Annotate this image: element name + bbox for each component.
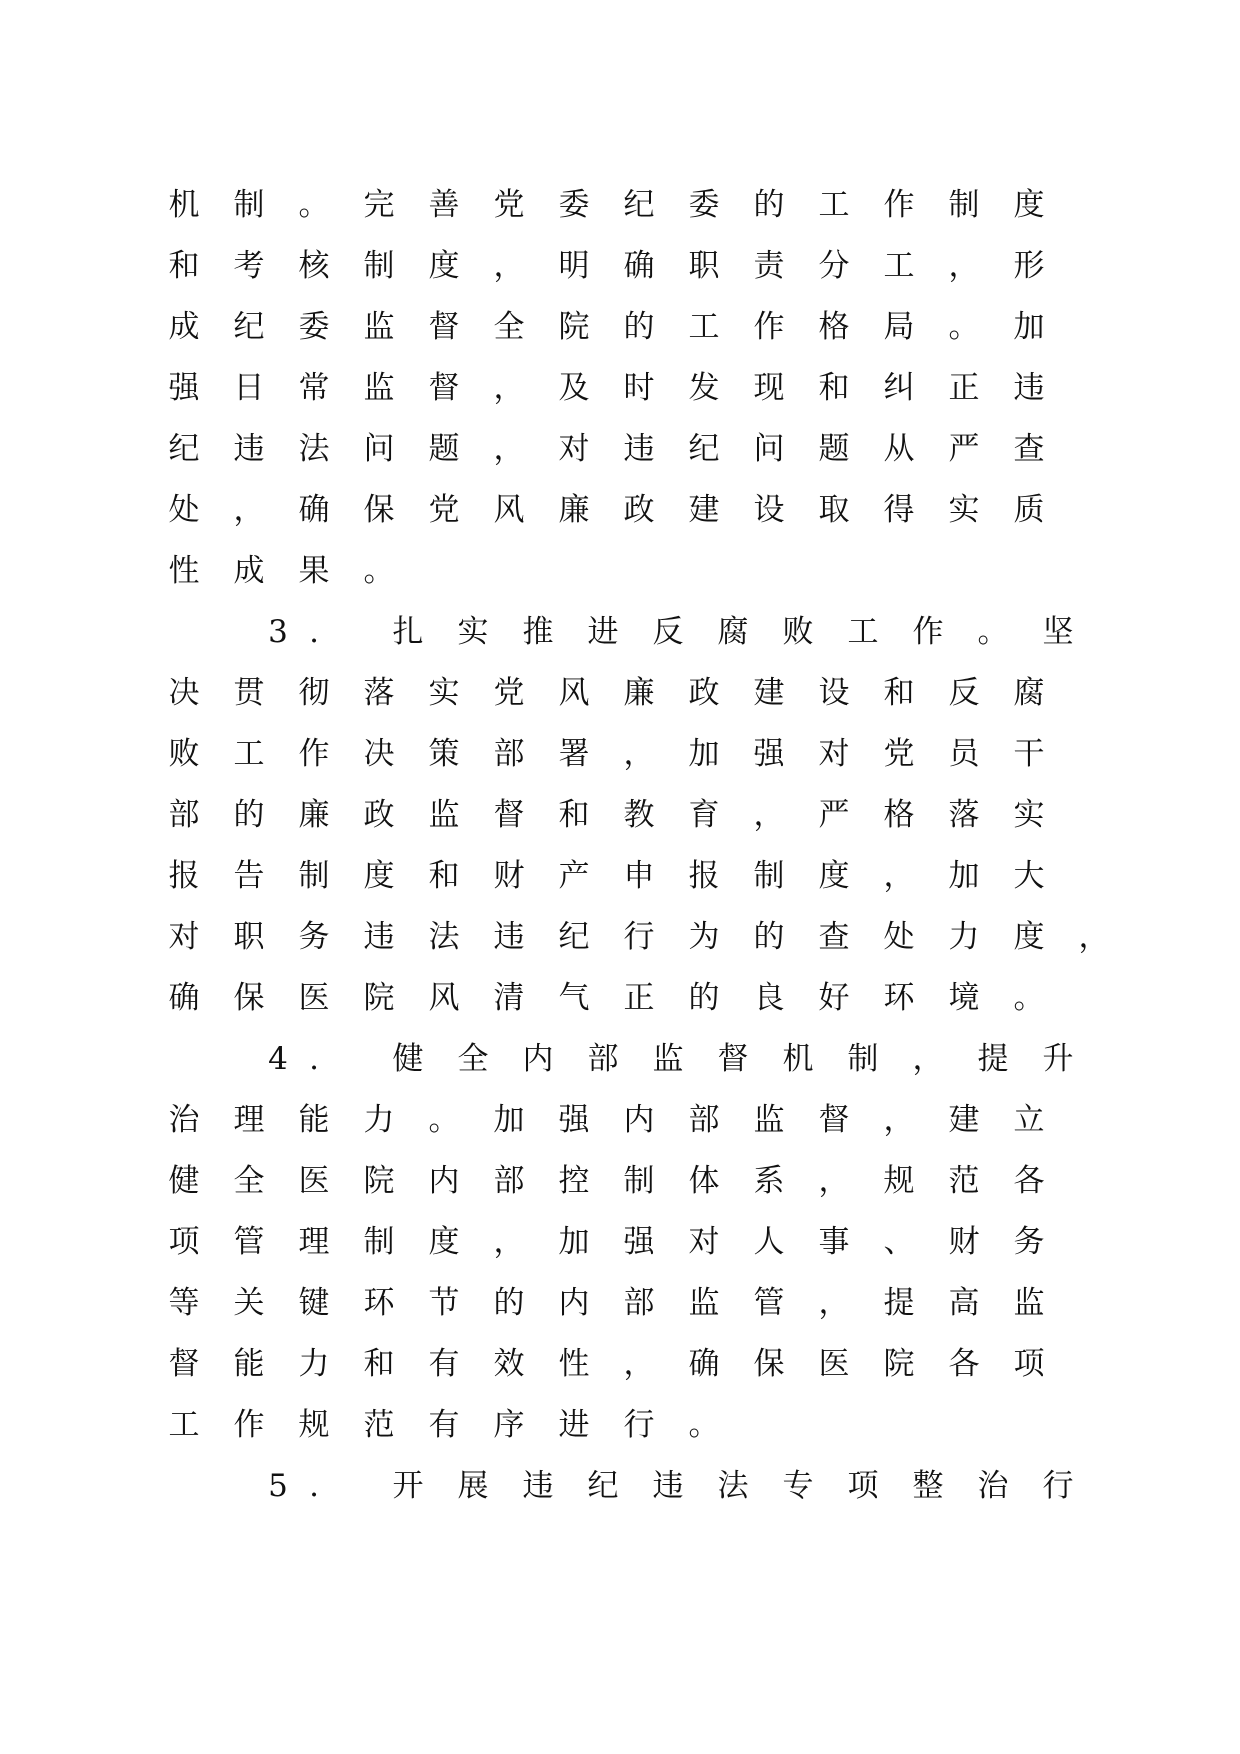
text-line: 强 日 常 监 督 ， 及 时 发 现 和 纠 正 违	[168, 370, 1045, 406]
text-line: 工 作 规 范 有 序 进 行 。	[168, 1407, 720, 1443]
text-line: 性 成 果 。	[168, 553, 395, 589]
text-line: 督 能 力 和 有 效 性 ， 确 保 医 院 各 项	[168, 1346, 1045, 1382]
text-line: 机 制 。 完 善 党 委 纪 委 的 工 作 制 度	[168, 187, 1045, 223]
text-line: 败 工 作 决 策 部 署 ， 加 强 对 党 员 干	[168, 736, 1045, 772]
text-line: 治 理 能 力 。 加 强 内 部 监 督 ， 建 立	[168, 1102, 1045, 1138]
text-line: 和 考 核 制 度 ， 明 确 职 责 分 工 ， 形	[168, 248, 1045, 284]
text-line: 决 贯 彻 落 实 党 风 廉 政 建 设 和 反 腐	[168, 675, 1045, 711]
text-line: 5 . 开 展 违 纪 违 法 专 项 整 治 行	[268, 1468, 1074, 1504]
text-line: 处 ， 确 保 党 风 廉 政 建 设 取 得 实 质	[168, 492, 1045, 528]
text-line: 确 保 医 院 风 清 气 正 的 良 好 环 境 。	[168, 980, 1045, 1016]
text-line: 等 关 键 环 节 的 内 部 监 管 ， 提 高 监	[168, 1285, 1045, 1321]
text-line: 对 职 务 违 法 违 纪 行 为 的 查 处 力 度 ，	[168, 919, 1110, 955]
text-line: 部 的 廉 政 监 督 和 教 育 ， 严 格 落 实	[168, 797, 1045, 833]
text-line: 成 纪 委 监 督 全 院 的 工 作 格 局 。 加	[168, 309, 1045, 345]
text-line: 报 告 制 度 和 财 产 申 报 制 度 ， 加 大	[168, 858, 1045, 894]
text-line: 4 . 健 全 内 部 监 督 机 制 ， 提 升	[268, 1041, 1074, 1077]
text-line: 健 全 医 院 内 部 控 制 体 系 ， 规 范 各	[168, 1163, 1045, 1199]
text-line: 纪 违 法 问 题 ， 对 违 纪 问 题 从 严 查	[168, 431, 1045, 467]
text-line: 3 . 扎 实 推 进 反 腐 败 工 作 。 坚	[268, 614, 1074, 650]
text-line: 项 管 理 制 度 ， 加 强 对 人 事 、 财 务	[168, 1224, 1045, 1260]
